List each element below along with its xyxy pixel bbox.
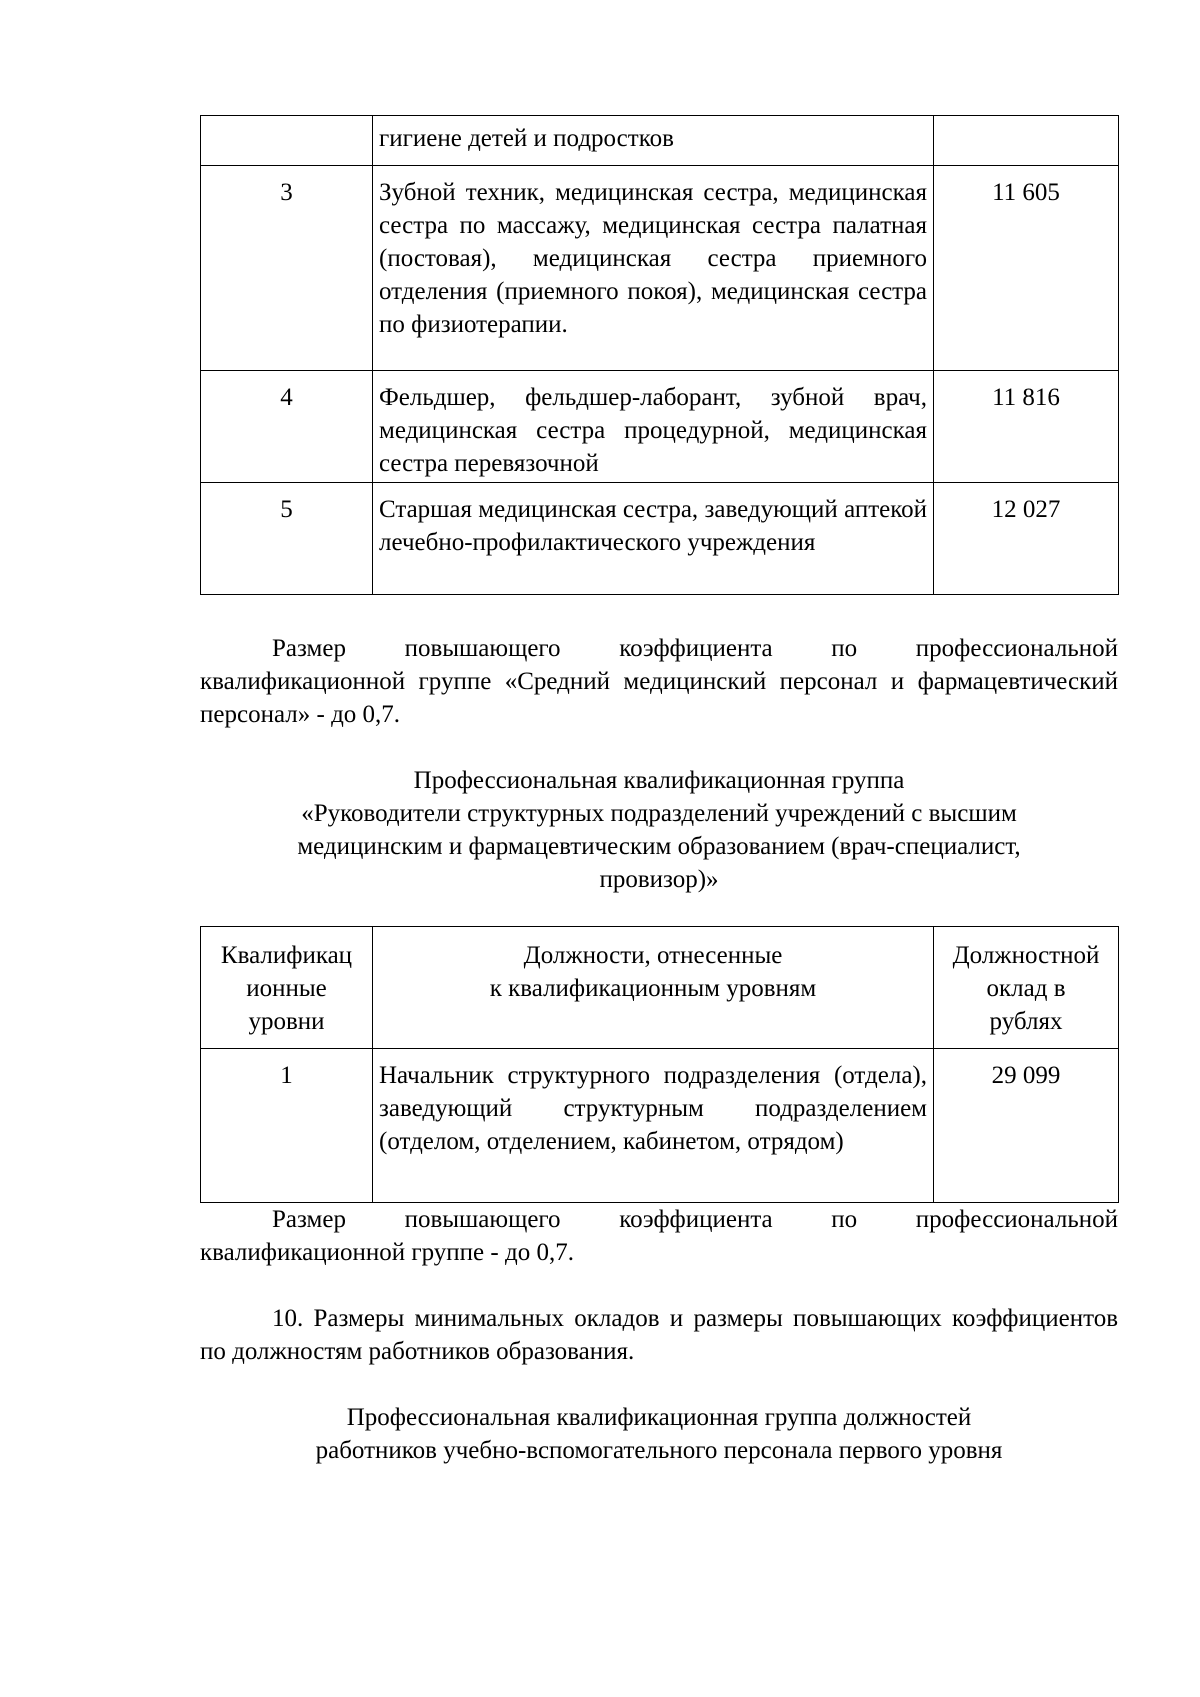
table-row <box>201 166 1119 371</box>
heading-line: Профессиональная квалификационная группа должностей <box>346 1404 972 1431</box>
heading-line: Профессиональная квалификационная группа <box>413 767 905 794</box>
table-row <box>201 371 1119 483</box>
positions-cell: гигиене детей и подростков <box>373 116 934 166</box>
positions-cell: Зубной техник, медицинская сестра, медицинская сестра по массажу, медицинская сестра палатная (постовая), медицинская сестра приемного отделения (приемного покоя), медицинская сестра по физиотерапии. <box>373 166 934 371</box>
salary-cell: 11 816 <box>934 371 1119 483</box>
document-page <box>200 115 1118 1467</box>
level-cell: 4 <box>201 371 373 483</box>
table-header-row <box>201 927 1119 1049</box>
level-cell <box>201 116 373 166</box>
salary-cell: 11 605 <box>934 166 1119 371</box>
heading-line: провизор)» <box>599 866 719 893</box>
positions-cell: Старшая медицинская сестра, заведующий аптекой лечебно-профилактического учреждения <box>373 483 934 595</box>
column-header-salary: Должностной оклад в рублях <box>934 927 1119 1049</box>
level-cell: 1 <box>201 1049 373 1203</box>
salary-cell: 29 099 <box>934 1049 1119 1203</box>
table-row <box>201 1049 1119 1203</box>
column-header-levels: Квалификац ионные уровни <box>201 927 373 1049</box>
level-cell: 5 <box>201 483 373 595</box>
level-cell: 3 <box>201 166 373 371</box>
salary-table-medical-staff <box>200 115 1119 595</box>
column-header-positions: Должности, отнесенные к квалификационным уровням <box>373 927 934 1049</box>
heading-line: «Руководители структурных подразделений учреждений с высшим <box>301 800 1017 827</box>
salary-cell <box>934 116 1119 166</box>
coefficient-paragraph: Размер повышающего коэффициента по профессиональной квалификационной группе - до 0,7. <box>200 1206 1118 1266</box>
heading-line: работников учебно-вспомогательного персонала первого уровня <box>315 1437 1003 1464</box>
coefficient-paragraph: Размер повышающего коэффициента по профессиональной квалификационной группе «Средний медицинский персонал и фармацевтический персонал» - до 0,7. <box>200 635 1118 728</box>
section-heading <box>200 1401 1118 1467</box>
positions-cell: Начальник структурного подразделения (отдела), заведующий структурным подразделением (отделом, отделением, кабинетом, отрядом) <box>373 1049 934 1203</box>
positions-cell: Фельдшер, фельдшер-лаборант, зубной врач, медицинская сестра процедурной, медицинская сестра перевязочной <box>373 371 934 483</box>
salary-table-managers <box>200 926 1119 1203</box>
table-row <box>201 116 1119 166</box>
table-row <box>201 483 1119 595</box>
salary-cell: 12 027 <box>934 483 1119 595</box>
section-paragraph: 10. Размеры минимальных окладов и размеры повышающих коэффициентов по должностям работников образования. <box>200 1305 1118 1365</box>
section-heading <box>200 764 1118 896</box>
heading-line: медицинским и фармацевтическим образованием (врач-специалист, <box>297 833 1021 860</box>
